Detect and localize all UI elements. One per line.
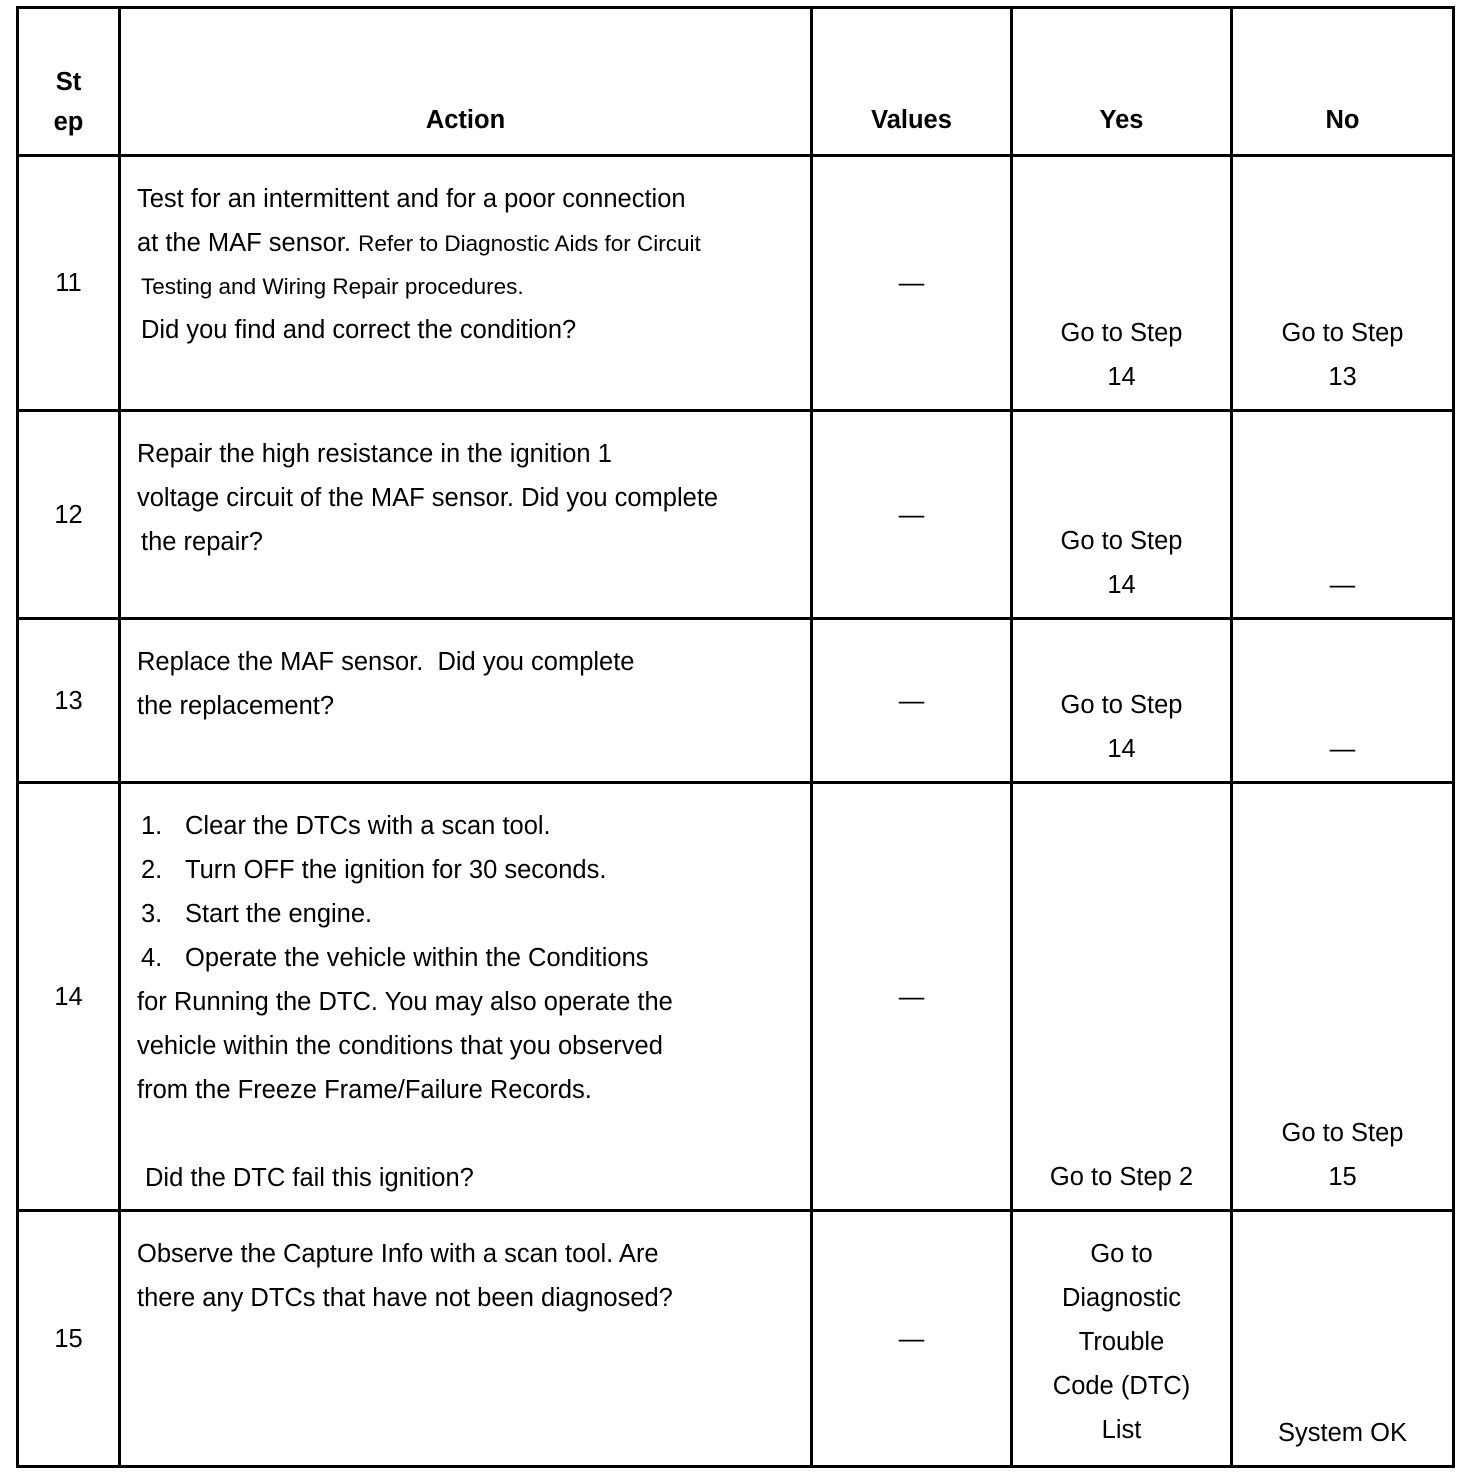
action-line: for Running the DTC. You may also operate the <box>137 988 673 1016</box>
yes-step: 14 <box>1107 571 1136 599</box>
yes-cell <box>1012 411 1232 619</box>
step-number: 14 <box>18 783 120 1211</box>
action-question: Did the DTC fail this ignition? <box>145 1164 474 1192</box>
action-cell <box>120 156 812 411</box>
yes-cell <box>1012 156 1232 411</box>
header-step <box>18 8 120 156</box>
yes-line: Code (DTC) <box>1052 1372 1191 1400</box>
action-line: the replacement? <box>137 692 335 720</box>
yes-line: List <box>1101 1416 1142 1444</box>
header-yes: Yes <box>1012 8 1232 156</box>
yes-cell <box>1012 619 1232 783</box>
step-number: 11 <box>18 156 120 411</box>
action-line: Test for an intermittent and for a poor connection <box>137 185 686 213</box>
step-number: 15 <box>18 1211 120 1467</box>
header-action: Action <box>120 8 812 156</box>
values-cell: — <box>812 783 1012 1211</box>
header-no: No <box>1232 8 1454 156</box>
step-number: 12 <box>18 411 120 619</box>
action-line: from the Freeze Frame/Failure Records. <box>137 1076 592 1104</box>
no-cell: — <box>1232 619 1454 783</box>
yes-step: 14 <box>1107 735 1136 763</box>
list-item: 1. Clear the DTCs with a scan tool. <box>141 812 551 840</box>
step-number: 13 <box>18 619 120 783</box>
values-cell: — <box>812 1211 1012 1467</box>
action-cell <box>120 411 812 619</box>
diagnostic-table <box>16 6 1455 1468</box>
action-cell <box>120 1211 812 1467</box>
action-reference: Refer to Diagnostic Aids for Circuit <box>358 231 701 256</box>
header-step-line1: St <box>55 68 82 96</box>
yes-text: Go to Step <box>1060 319 1183 347</box>
table-row-step-11 <box>18 156 1454 411</box>
yes-line: Trouble <box>1078 1328 1165 1356</box>
yes-step: 14 <box>1107 363 1136 391</box>
no-cell: — <box>1232 411 1454 619</box>
no-text: Go to Step <box>1281 319 1404 347</box>
list-item: 4. Operate the vehicle within the Conditions <box>141 944 649 972</box>
table-row-step-15 <box>18 1211 1454 1467</box>
table-row-step-12 <box>18 411 1454 619</box>
values-cell: — <box>812 619 1012 783</box>
yes-line: Go to <box>1090 1240 1153 1268</box>
no-cell <box>1232 156 1454 411</box>
action-line: the repair? <box>141 528 263 556</box>
header-row <box>18 8 1454 156</box>
action-reference-cont: Testing and Wiring Repair procedures. <box>141 274 524 299</box>
no-cell: System OK <box>1232 1211 1454 1467</box>
yes-text: Go to Step <box>1060 527 1183 555</box>
header-step-line2: ep <box>53 108 84 136</box>
action-line: there any DTCs that have not been diagnosed? <box>137 1284 673 1312</box>
action-cell <box>120 783 812 1211</box>
action-line: vehicle within the conditions that you observed <box>137 1032 663 1060</box>
list-item: 2. Turn OFF the ignition for 30 seconds. <box>141 856 607 884</box>
no-step: 15 <box>1328 1163 1357 1191</box>
no-cell <box>1232 783 1454 1211</box>
action-line: voltage circuit of the MAF sensor. Did you complete <box>137 484 719 512</box>
values-cell: — <box>812 156 1012 411</box>
yes-cell: Go to Step 2 <box>1012 783 1232 1211</box>
yes-text: Go to Step <box>1060 691 1183 719</box>
action-cell <box>120 619 812 783</box>
table-row-step-13 <box>18 619 1454 783</box>
yes-line: Diagnostic <box>1061 1284 1182 1312</box>
no-step: 13 <box>1328 363 1357 391</box>
action-line: Replace the MAF sensor. Did you complete <box>137 648 635 676</box>
table-row-step-14 <box>18 783 1454 1211</box>
header-values: Values <box>812 8 1012 156</box>
values-cell: — <box>812 411 1012 619</box>
action-question: Did you find and correct the condition? <box>141 316 577 344</box>
action-line: at the MAF sensor. Refer to Diagnostic Aids for Circuit <box>137 229 701 257</box>
yes-cell <box>1012 1211 1232 1467</box>
action-steps-list <box>137 804 796 980</box>
list-item: 3. Start the engine. <box>141 900 373 928</box>
action-line: Observe the Capture Info with a scan tool. Are <box>137 1240 659 1268</box>
no-text: Go to Step <box>1281 1119 1404 1147</box>
action-line: Repair the high resistance in the ignition 1 <box>137 440 612 468</box>
